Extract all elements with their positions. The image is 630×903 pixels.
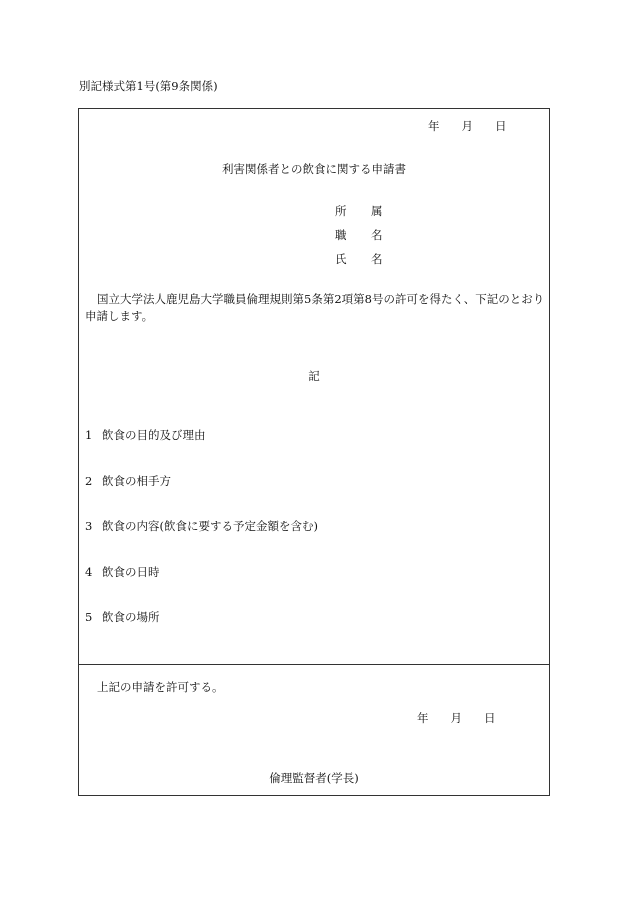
position-label-1: 職 (335, 228, 347, 242)
item-text: 飲食の日時 (102, 565, 160, 579)
date-year: 年 (428, 119, 440, 133)
ki-heading: 記 (308, 369, 320, 383)
approver-title: 倫理監督者(学長) (269, 771, 359, 785)
affiliation-label (335, 203, 383, 219)
section-divider (79, 664, 549, 665)
application-form-frame (78, 108, 550, 796)
list-item (85, 609, 160, 625)
list-item (85, 473, 171, 489)
item-number: 5 (85, 610, 93, 624)
affiliation-label-2: 属 (371, 204, 383, 218)
request-body-text: 国立大学法人鹿児島大学職員倫理規則第5条第2項第8号の許可を得たく、下記のとおり申請します。 (85, 292, 545, 323)
item-number: 1 (85, 428, 93, 442)
item-text: 飲食の相手方 (102, 474, 171, 488)
approval-date-month: 月 (450, 711, 462, 725)
name-label-2: 名 (371, 252, 383, 266)
approval-statement: 上記の申請を許可する。 (97, 680, 224, 694)
position-label (335, 227, 383, 243)
name-label-1: 氏 (335, 252, 347, 266)
list-item (85, 427, 206, 443)
item-number: 4 (85, 565, 93, 579)
item-text: 飲食の内容(飲食に要する予定金額を含む) (102, 519, 318, 533)
position-label-2: 名 (371, 228, 383, 242)
item-text: 飲食の目的及び理由 (102, 428, 206, 442)
approval-date-year: 年 (417, 711, 429, 725)
form-number: 別記様式第1号(第9条関係) (79, 79, 218, 93)
date-day: 日 (495, 119, 507, 133)
item-number: 3 (85, 519, 93, 533)
item-text: 飲食の場所 (102, 610, 160, 624)
form-title: 利害関係者との飲食に関する申請書 (222, 162, 406, 176)
name-label (335, 251, 383, 267)
approval-date (417, 710, 496, 726)
approval-date-day: 日 (484, 711, 496, 725)
date-month: 月 (461, 119, 473, 133)
list-item (85, 518, 318, 534)
list-item (85, 564, 160, 580)
application-date (428, 118, 507, 134)
item-number: 2 (85, 474, 93, 488)
affiliation-label-1: 所 (335, 204, 347, 218)
